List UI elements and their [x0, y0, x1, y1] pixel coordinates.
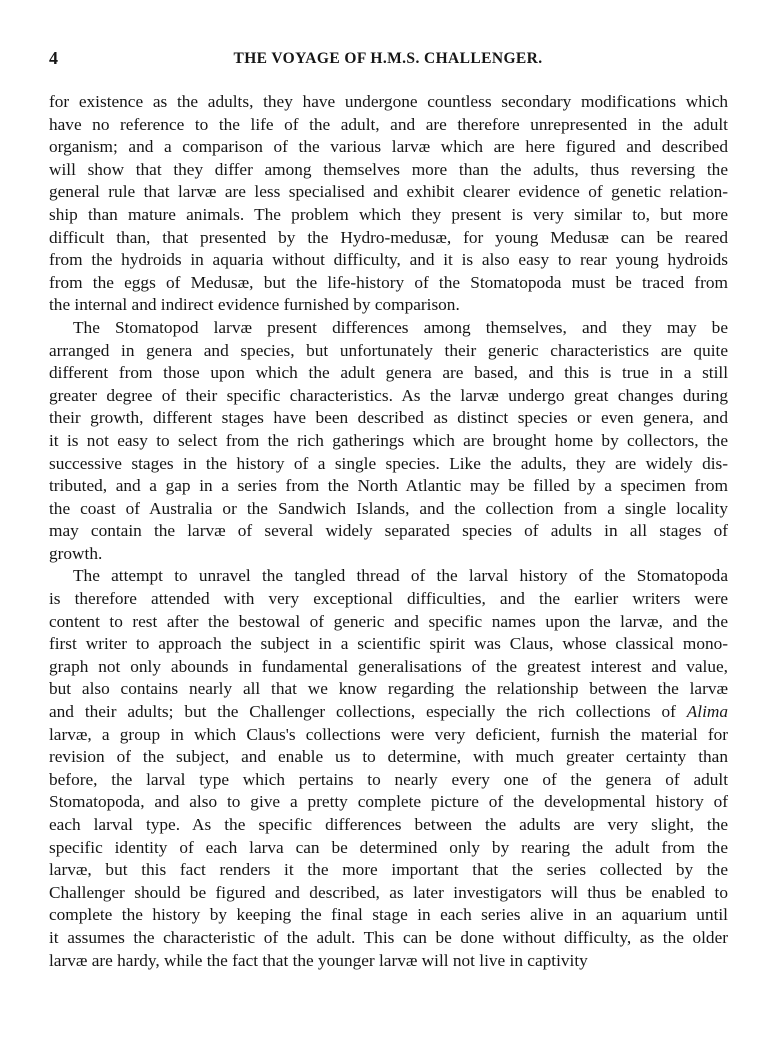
text-line: larvæ, a group in which Claus's collections were very deficient, furnish the material for: [49, 724, 728, 744]
text-line: it assumes the characteristic of the adult. This can be done without difficulty, as the older: [49, 927, 728, 947]
running-title: THE VOYAGE OF H.M.S. CHALLENGER.: [233, 50, 543, 67]
text-line: The attempt to unravel the tangled thread of the larval history of the Stomatopoda: [73, 566, 728, 586]
text-line: general rule that larvæ are less specialised and exhibit clearer evidence of genetic relation-: [49, 182, 728, 202]
paragraph: [49, 565, 728, 972]
text-line: for existence as the adults, they have undergone countless secondary modifications which: [49, 92, 728, 111]
text-line: it is not easy to select from the rich gatherings which are brought home by collectors, the: [49, 430, 728, 450]
text-line: the internal and indirect evidence furnished by comparison.: [49, 295, 460, 315]
text-line: successive stages in the history of a single species. Like the adults, they are widely dis-: [49, 453, 728, 473]
text-line: content to rest after the bestowal of generic and specific names upon the larvæ, and the: [49, 611, 728, 631]
paragraph: [49, 317, 728, 566]
text-line: their growth, different stages have been described as distinct species or even genera, and: [49, 408, 728, 428]
text-line: different from those upon which the adult genera are based, and this is true in a still: [49, 363, 728, 383]
text-line: the coast of Australia or the Sandwich Islands, and the collection from a single locality: [49, 498, 728, 518]
text-line: but also contains nearly all that we know regarding the relationship between the larvæ: [49, 679, 728, 699]
text-line: arranged in genera and species, but unfortunately their generic characteristics are quite: [49, 340, 728, 360]
text-line: is therefore attended with very exceptional difficulties, and the earlier writers were: [49, 589, 728, 609]
text-line: larvæ are hardy, while the fact that the younger larvæ will not live in captivity: [49, 950, 588, 970]
text-line: Challenger should be figured and described, as later investigators will thus be enabled to: [49, 882, 728, 902]
text-line: difficult than, that presented by the Hydro-medusæ, for young Medusæ can be reared: [49, 227, 728, 247]
text-line: organism; and a comparison of the various larvæ which are here figured and described: [49, 137, 728, 157]
text-line: revision of the subject, and enable us to determine, with much greater certainty than: [49, 747, 728, 767]
text-line: greater degree of their specific characteristics. As the larvæ undergo great changes during: [49, 385, 728, 405]
text-line: from the eggs of Medusæ, but the life-history of the Stomatopoda must be traced from: [49, 272, 728, 292]
text-line: complete the history by keeping the final stage in each series alive in an aquarium until: [49, 905, 728, 925]
text-line: tributed, and a gap in a series from the North Atlantic may be filled by a specimen from: [49, 476, 728, 496]
body-text: [49, 91, 728, 972]
text-line: The Stomatopod larvæ present differences among themselves, and they may be: [73, 317, 728, 337]
text-line: Stomatopoda, and also to give a pretty complete picture of the developmental history of: [49, 792, 728, 812]
text-line: larvæ, but this fact renders it the more important that the series collected by the: [49, 860, 728, 880]
text-line: first writer to approach the subject in a scientific spirit was Claus, whose classical mono-: [49, 634, 728, 654]
paragraph: [49, 91, 728, 317]
page-header: [49, 48, 727, 72]
text-line: before, the larval type which pertains to nearly every one of the genera of adult: [49, 769, 728, 789]
text-line: graph not only abounds in fundamental generalisations of the greatest interest and value,: [49, 656, 728, 676]
text-line: growth.: [49, 543, 103, 563]
text-line: will show that they differ among themselves more than the adults, thus reversing the: [49, 159, 728, 179]
text-line: ship than mature animals. The problem which they present is very similar to, but more: [49, 204, 728, 224]
text-line: may contain the larvæ of several widely separated species of adults in all stages of: [49, 521, 728, 541]
text-line: and their adults; but the Challenger collections, especially the rich collections of Alima: [49, 702, 728, 722]
text-line: have no reference to the life of the adult, and are therefore unrepresented in the adult: [49, 114, 728, 134]
text-line: each larval type. As the specific differences between the adults are very slight, the: [49, 815, 728, 834]
text-line: from the hydroids in aquaria without difficulty, and it is also easy to rear young hydroids: [49, 250, 728, 270]
text-line: specific identity of each larva can be determined only by rearing the adult from the: [49, 837, 728, 857]
page-number: 4: [49, 48, 58, 68]
